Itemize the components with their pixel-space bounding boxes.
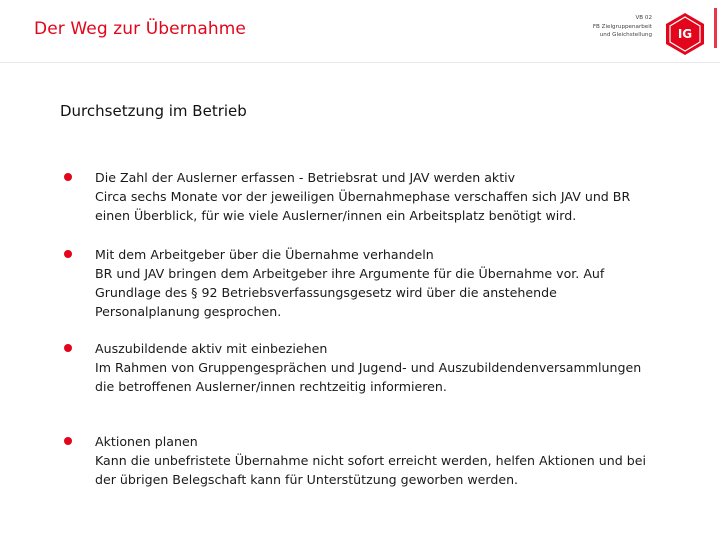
header-divider [0, 62, 720, 63]
list-item-heading: Die Zahl der Auslerner erfassen - Betriebsrat und JAV werden aktiv [95, 170, 516, 185]
list-item-body: Circa sechs Monate vor der jeweiligen Übernahmephase verschaffen sich JAV und BR einen Überblick, für wie viele Auslerner/innen ein Arbeitsplatz benötigt wird. [95, 189, 631, 223]
svg-text:IG: IG [677, 27, 693, 41]
org-line: VB 02 [635, 15, 652, 21]
bullet-icon [64, 344, 72, 352]
list-item-text [95, 339, 655, 396]
list-item-text [95, 432, 655, 489]
list-item-heading: Auszubildende aktiv mit einbeziehen [95, 341, 328, 356]
list-item-body: Kann die unbefristete Übernahme nicht sofort erreicht werden, helfen Aktionen und bei der übrigen Belegschaft kann für Unterstützung geworben werden. [95, 453, 646, 487]
edge-accent-bar [714, 8, 717, 48]
org-line: und Gleichstellung [599, 32, 652, 39]
list-item-text [95, 245, 655, 321]
bullet-icon [64, 250, 72, 258]
slide-title: Der Weg zur Übernahme [34, 19, 246, 39]
org-department-label [593, 14, 652, 40]
list-item-heading: Mit dem Arbeitgeber über die Übernahme verhandeln [95, 247, 434, 262]
bullet-icon [64, 437, 72, 445]
ig-metall-logo-icon [662, 11, 708, 57]
list-item-body: BR und JAV bringen dem Arbeitgeber ihre Argumente für die Übernahme vor. Auf Grundlage des § 92 Betriebsverfassungsgesetz wird über die anstehende Personalplanung gesprochen. [95, 266, 605, 319]
bullet-icon [64, 173, 72, 181]
list-item-text [95, 168, 655, 225]
section-heading: Durchsetzung im Betrieb [60, 102, 247, 120]
org-line: FB Zielgruppenarbeit [592, 23, 652, 30]
list-item-heading: Aktionen planen [95, 434, 198, 449]
list-item-body: Im Rahmen von Gruppengesprächen und Jugend- und Auszubildendenversammlungen die betroffenen Auslerner/innen rechtzeitig informieren. [95, 360, 642, 394]
